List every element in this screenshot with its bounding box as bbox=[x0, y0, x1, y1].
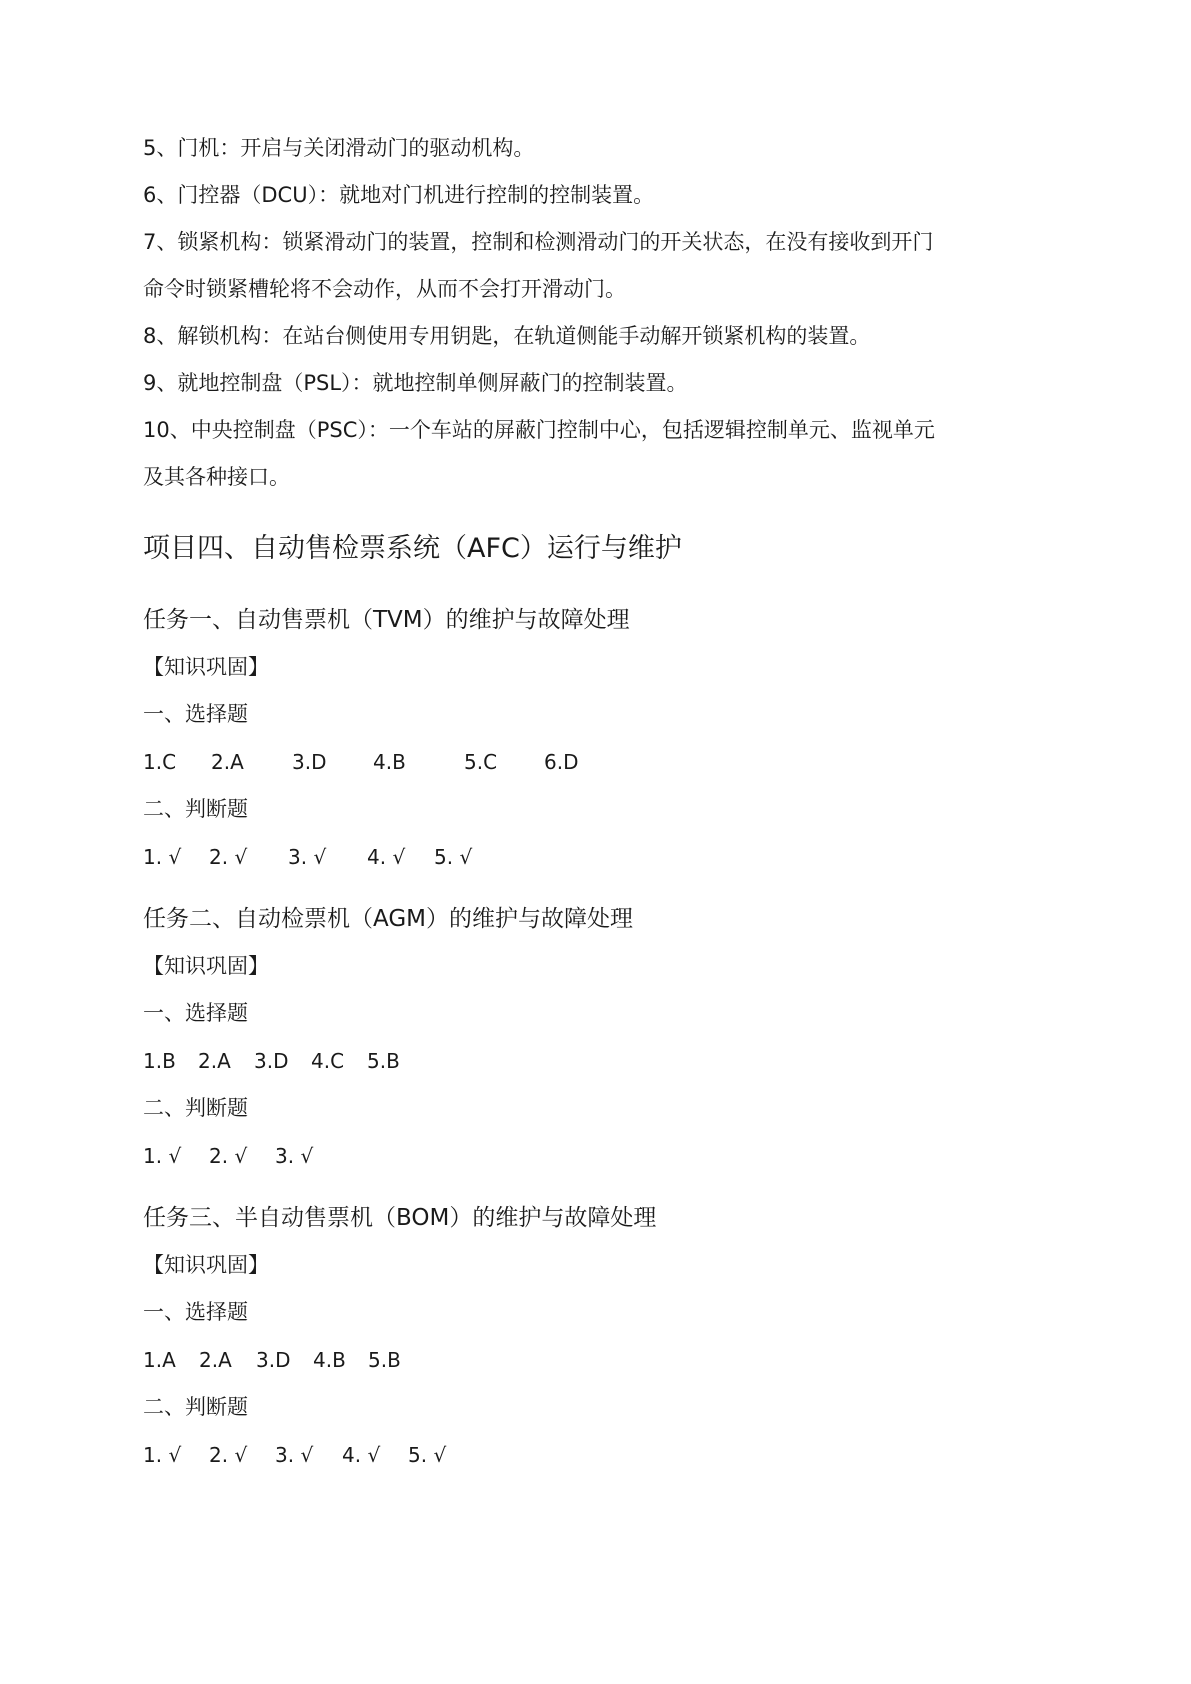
task-2-judge-answers bbox=[143, 1141, 313, 1171]
answer: 1.A bbox=[143, 1348, 176, 1372]
answer: 6.D bbox=[544, 750, 579, 774]
answer: 3. √ bbox=[275, 1443, 314, 1467]
task-1-judge-heading: 二、判断题 bbox=[143, 797, 248, 821]
task-1-judge-answers bbox=[143, 842, 472, 872]
answer: 2.A bbox=[199, 1348, 232, 1372]
answer: 1. √ bbox=[143, 845, 182, 869]
project-title: 项目四、自动售检票系统（AFC）运行与维护 bbox=[143, 533, 682, 564]
answer: 5. √ bbox=[434, 845, 473, 869]
definition-10-line-1: 10、中央控制盘（PSC）：一个车站的屏蔽门控制中心，包括逻辑控制单元、监视单元 bbox=[143, 418, 935, 442]
answer: 2. √ bbox=[209, 1144, 248, 1168]
answer: 3.D bbox=[292, 750, 327, 774]
definition-10-line-2: 及其各种接口。 bbox=[143, 465, 290, 489]
definition-5: 5、门机：开启与关闭滑动门的驱动机构。 bbox=[143, 136, 535, 160]
answer: 1. √ bbox=[143, 1144, 182, 1168]
task-2-title: 任务二、自动检票机（AGM）的维护与故障处理 bbox=[143, 906, 633, 932]
answer: 5.C bbox=[464, 750, 498, 774]
answer: 3.D bbox=[256, 1348, 291, 1372]
task-3-choice-heading: 一、选择题 bbox=[143, 1300, 248, 1324]
answer: 2.A bbox=[198, 1049, 231, 1073]
answer: 5.B bbox=[368, 1348, 401, 1372]
answer: 4.B bbox=[313, 1348, 346, 1372]
answer: 5. √ bbox=[408, 1443, 447, 1467]
answer: 3.D bbox=[254, 1049, 289, 1073]
task-1-section-label: 【知识巩固】 bbox=[143, 655, 269, 679]
task-3-choice-answers bbox=[143, 1345, 401, 1375]
answer: 3. √ bbox=[275, 1144, 314, 1168]
task-3-title: 任务三、半自动售票机（BOM）的维护与故障处理 bbox=[143, 1205, 657, 1231]
task-3-judge-heading: 二、判断题 bbox=[143, 1395, 248, 1419]
definition-9: 9、就地控制盘（PSL）：就地控制单侧屏蔽门的控制装置。 bbox=[143, 371, 688, 395]
definition-7-line-2: 命令时锁紧槽轮将不会动作，从而不会打开滑动门。 bbox=[143, 277, 626, 301]
task-2-choice-heading: 一、选择题 bbox=[143, 1001, 248, 1025]
task-2-choice-answers bbox=[143, 1046, 400, 1076]
task-2-section-label: 【知识巩固】 bbox=[143, 954, 269, 978]
task-2-judge-heading: 二、判断题 bbox=[143, 1096, 248, 1120]
task-1-title: 任务一、自动售票机（TVM）的维护与故障处理 bbox=[143, 607, 630, 633]
answer: 1.B bbox=[143, 1049, 176, 1073]
definition-6: 6、门控器（DCU）：就地对门机进行控制的控制装置。 bbox=[143, 183, 655, 207]
answer: 4.B bbox=[373, 750, 406, 774]
answer: 1.C bbox=[143, 750, 177, 774]
answer: 4.C bbox=[311, 1049, 345, 1073]
answer: 1. √ bbox=[143, 1443, 182, 1467]
task-1-choice-answers bbox=[143, 747, 578, 777]
definition-7-line-1: 7、锁紧机构：锁紧滑动门的装置，控制和检测滑动门的开关状态，在没有接收到开门 bbox=[143, 230, 934, 254]
answer: 2. √ bbox=[209, 845, 248, 869]
answer: 4. √ bbox=[367, 845, 406, 869]
definition-8: 8、解锁机构：在站台侧使用专用钥匙，在轨道侧能手动解开锁紧机构的装置。 bbox=[143, 324, 871, 348]
answer: 2. √ bbox=[209, 1443, 248, 1467]
answer: 3. √ bbox=[288, 845, 327, 869]
answer: 4. √ bbox=[342, 1443, 381, 1467]
answer: 5.B bbox=[367, 1049, 400, 1073]
answer: 2.A bbox=[211, 750, 244, 774]
task-3-section-label: 【知识巩固】 bbox=[143, 1253, 269, 1277]
task-3-judge-answers bbox=[143, 1440, 446, 1470]
task-1-choice-heading: 一、选择题 bbox=[143, 702, 248, 726]
